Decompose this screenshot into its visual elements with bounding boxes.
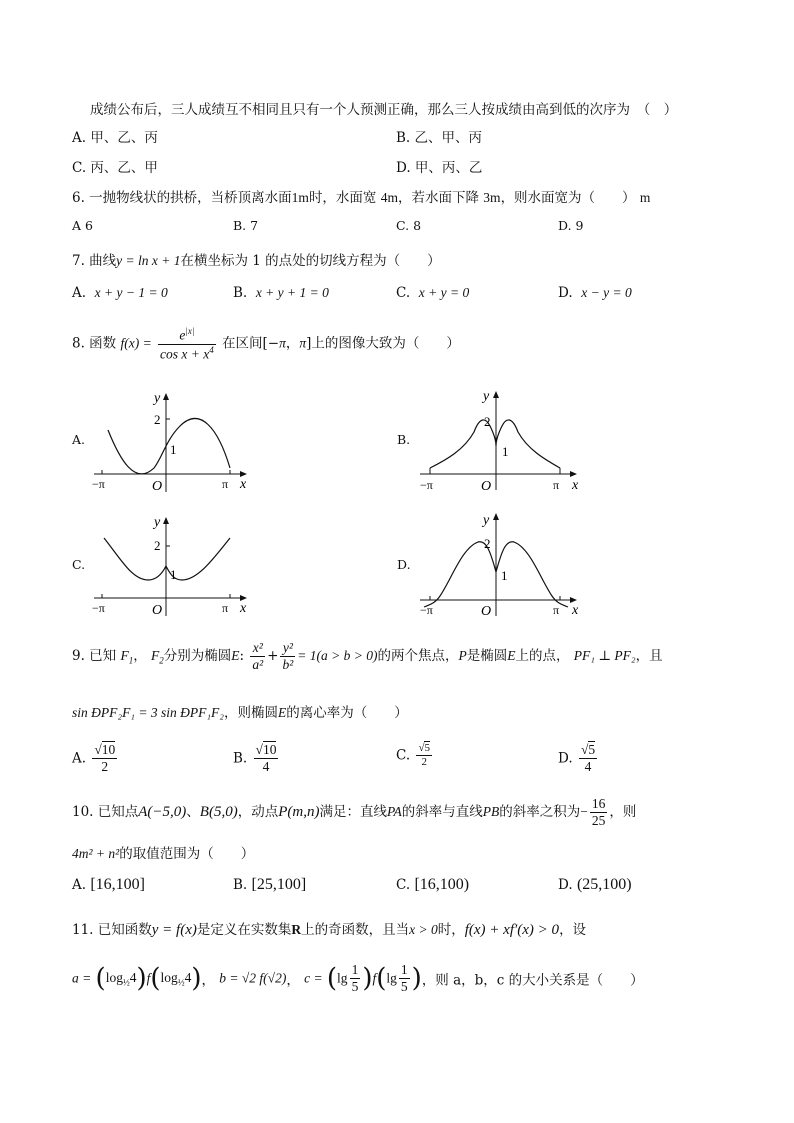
q11-condition: x > 0 [409,922,438,937]
q6-option-b: B. 7 [233,218,259,233]
q10-option-d [558,876,632,894]
q9-option-a-value: $\frac{√10}{2}$ [94,742,116,775]
q11-stem-b: 上的奇函数，且当 [301,922,410,938]
one-label: 1 [502,444,509,459]
q8-pi-2: π [299,335,307,351]
q8-number: 8. 函数 [72,335,117,352]
q10-option-a-label: A. [72,877,87,893]
q11-inequality: f(x) + xf′(x) > 0 [464,922,560,938]
q7-option-b-label: B. [233,285,248,301]
neg-pi-label: −π [420,603,433,617]
q10-point-p: P(m,n) [278,804,320,821]
q6-stem-b: 时，水面宽 [308,190,377,206]
q7-option-b [233,285,329,301]
q6-unit-2: m [387,190,398,205]
q10-line-pb: PB [482,804,500,820]
q10-stem-b: 满足：直线 [319,804,387,821]
q9-y-fraction: $\frac{\text{y²}}{\text{b²}}$ [282,640,294,673]
q7-option-a [72,285,168,301]
q10-option-a [72,876,145,894]
q7-option-a-eq: x + y − 1 = 0 [94,285,168,300]
q6-option-d: D. 9 [558,218,584,233]
q8-function-name: f(x) = [120,335,152,351]
q10-sep: 、 [186,804,200,821]
q9-stem: 9. 已知 $F_1$， $F_2$分别为椭圆E: $\frac{\text{x²}}{\text{a²}}$ + $\frac{\text{y²}}{\text{b²}}$ = 1(a > b > 0)的两个焦点，P是椭圆E上的点， PF₁ ⊥ PF₂，且 [72,640,663,673]
q11-c-def: c = [304,970,323,986]
q9-option-c-value: $\frac{√5}{2}$ [418,742,430,769]
q9-option-d-value: $\frac{√5}{4}$ [580,742,596,775]
origin-label: O [152,479,163,494]
neg-pi-label: −π [92,601,105,615]
curve [430,420,560,468]
q9-option-c-label: C. [396,747,411,764]
q9-option-c [396,742,434,769]
origin-label: O [481,604,492,619]
q11-lg-2: lg [386,970,397,986]
q8-stem-b: ]上的图像大致为（ ） [306,335,460,352]
q10-fraction: $\frac{16}{25}$ [591,796,606,829]
q7-option-c-label: C. [396,285,411,301]
q5-option-b: B. 乙、甲、丙 [396,130,483,146]
origin-label: O [481,479,492,494]
q10-option-c [396,876,469,894]
q11-b-def: b = √2 f(√2) [219,970,287,986]
one-label: 1 [501,568,508,583]
q9-stem-c: 是椭圆 [466,648,508,665]
q8-option-c-label: C. [72,557,86,572]
q8-graph-b [416,386,592,496]
q9-number: 9. 已知 [72,648,117,665]
q11-real-set: R [291,922,302,937]
q9-line2 [72,701,408,721]
q8-stem [72,326,460,362]
q9-ellipse-rhs: = 1(a > b > 0) [297,648,378,664]
q8-option-b-label: B. [397,432,411,447]
q5-option-c: C. 丙、乙、甲 [72,160,158,176]
q9-ellipse-name: E [231,648,240,664]
q9-stem-b: 的两个焦点， [377,648,459,665]
q9-option-a-label: A. [72,750,87,767]
q6-value-3: 3 [483,190,491,205]
q9-option-b-value: $\frac{√10}{4}$ [255,742,277,775]
origin-label: O [152,603,163,618]
q7-stem-text: 在横坐标为 1 的点处的切线方程为（ ） [180,253,441,269]
q11-f-1: f [146,970,151,986]
q11-number: 11. 已知函数 [72,922,152,938]
y-axis-arrow [163,393,169,400]
q11-a-def: a = [72,970,92,986]
q8-graph-a [90,388,260,496]
two-label: 2 [154,412,161,427]
q11-log-1: $\log_{\frac{1}{2}}4$ [105,969,137,988]
neg-pi-label: −π [92,477,105,491]
curve [108,418,230,473]
q10-option-d-value: (25,100) [576,876,632,893]
q7-option-d-label: D. [558,285,573,301]
q8-pi-1: π [279,335,286,351]
q7-number: 7. 曲线 [72,253,117,269]
q6-value-1: 1 [291,190,299,205]
q8-stem-a: 在区间[− [222,335,280,352]
y-axis-arrow [163,517,169,524]
q9-option-d-label: D. [558,750,573,767]
q11-stem-c: 时， [437,922,465,938]
q9-x-fraction: $\frac{\text{x²}}{\text{a²}}$ [252,640,264,673]
q9-stem-d: 上的点， [515,648,570,665]
y-label: y [154,391,161,406]
q11-stem-d: ，设 [559,922,587,938]
q11-frac-2: $\frac{1}{5}$ [400,962,408,995]
q7-stem [72,249,441,269]
q10-line-pa: PA [386,804,402,820]
neg-pi-label: −π [420,478,433,492]
q10-option-c-value: [16,100) [414,876,470,893]
q11-function: y = f(x) [151,922,197,938]
q11-tail: ，则 a，b，c 的大小关系是（ ） [421,972,644,989]
q6-value-2: 4 [380,190,388,205]
q5-option-d: D. 甲、丙、乙 [396,160,483,176]
q9-point-p: P [458,648,467,664]
q9-line2-tail2: 的离心率为（ ） [286,705,408,721]
q7-option-d [558,285,632,301]
y-label: y [154,515,161,530]
q7-option-c [396,285,469,301]
q8-graph-c [90,512,260,620]
q11-lg-1: lg [337,970,348,986]
q6-stem-c: ，若水面下降 [398,190,479,206]
q10-stem-c: 的斜率与直线 [401,804,483,821]
q9-line2-tail: ，则椭圆 [224,705,278,721]
q10-point-a: A(−5,0) [138,804,187,821]
x-label: x [572,478,579,493]
q11-line2: $a = (\log_{\frac{1}{2}}4)f(\log_{\frac{1}{2}}4)$， b = √2 f(√2)， c = (lg $\frac{1}{5}$ )f(lg $\frac{1}{5}$ )，则 a，b，c 的大小关系是（ ） [72,962,644,995]
q11-log-2: $\log_{\frac{1}{2}}4$ [160,969,192,988]
q10-stem [72,796,636,829]
q6-stem [72,186,650,206]
q8-numerator: $e^{|x|}$ [158,326,216,345]
x-label: x [572,603,579,618]
pi-label: π [553,478,560,492]
q7-option-c-eq: x + y = 0 [418,285,470,300]
q11-frac-1: $\frac{1}{5}$ [351,962,359,995]
q9-option-a [72,742,119,775]
q10-stem-d: 的斜率之积为 [499,804,581,821]
q10-stem-e: ，则 [609,804,637,821]
q10-point-b: B(5,0) [199,804,238,821]
pi-label: π [222,477,229,491]
q9-focus-f1: $F_1$ [120,648,134,666]
q10-option-b-value: [25,100] [251,876,307,893]
q10-line2 [72,842,254,862]
q6-unit-1: m [298,190,309,205]
q6-stem-d: ，则水面宽为（ ） [500,190,636,206]
q8-graph-d [416,508,592,620]
q8-option-d-label: D. [397,557,411,572]
q6-option-c: C. 8 [396,218,422,233]
q10-option-d-label: D. [558,877,573,893]
y-axis-arrow [493,391,499,398]
q9-ellipse-name-3: E [278,705,287,720]
one-label: 1 [170,442,177,457]
q9-stem-e: ，且 [635,648,663,665]
q10-option-b-label: B. [233,877,248,893]
x-axis-arrow [570,471,577,477]
two-label: 2 [484,414,491,429]
q9-option-b-label: B. [233,750,248,767]
q9-sine-relation: sin ĐPF₂F₁ = 3 sin ĐPF₁F₂ [72,705,224,720]
q11-f-2: f [372,970,377,986]
pi-label: π [553,603,560,617]
q5-option-a: A. 甲、乙、丙 [72,130,158,146]
q10-option-c-label: C. [396,877,411,893]
q7-option-a-label: A. [72,285,87,301]
q9-perpendicular: PF₁ ⊥ PF₂ [573,648,636,664]
q9-option-d [558,742,599,775]
y-label: y [483,389,490,404]
q7-curve-equation: y = ln x + 1 [116,253,181,268]
q7-option-d-eq: x − y = 0 [581,285,632,300]
q10-number: 10. 已知点 [72,804,139,821]
q10-expression: 4m² + n² [72,846,120,861]
q8-fraction [158,326,216,362]
q10-minus: − [580,804,588,820]
q11-stem-a: 是定义在实数集 [196,922,292,938]
q6-unit-3: m [490,190,501,205]
q8-option-a-label: A. [72,432,86,447]
q11-stem [72,918,586,939]
q8-denominator: $\cos x + x^4$ [159,344,214,362]
pi-label: π [222,601,229,615]
q8-comma: ， [285,335,300,352]
q5-continuation: 成绩公布后，三人成绩互不相同且只有一个人预测正确，那么三人按成绩由高到低的次序为 （ ） [90,102,678,118]
q9-option-b [233,742,280,775]
q9-focus-f2: $F_2$ [151,648,164,666]
q10-option-b [233,876,306,894]
y-label: y [483,513,490,528]
q9-stem-a: 分别为椭圆 [163,648,232,665]
one-label: 1 [170,567,177,582]
two-label: 2 [154,538,161,553]
x-label: x [240,477,247,492]
q6-unit-4: m [639,190,651,205]
q9-ellipse-name-2: E [507,648,516,664]
x-label: x [240,601,247,616]
curve [104,538,230,580]
q7-option-b-eq: x + y + 1 = 0 [255,285,329,300]
two-label: 2 [484,536,491,551]
q6-stem-a: 6. 一抛物线状的拱桥，当桥顶离水面 [72,190,292,206]
q10-stem-a: ，动点 [237,804,279,821]
q6-option-a: A 6 [72,218,93,233]
y-axis-arrow [493,513,499,520]
q10-line2-tail: 的取值范围为（ ） [119,846,255,862]
q10-option-a-value: [16,100] [90,876,145,893]
